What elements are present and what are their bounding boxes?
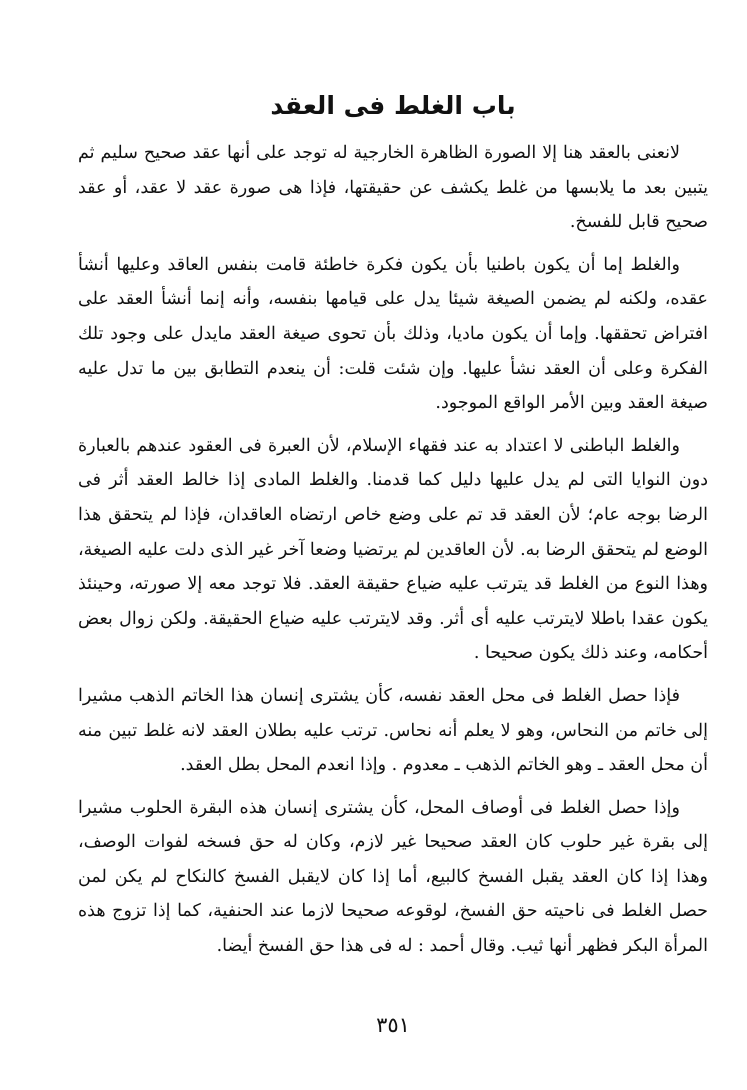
paragraph-5: وإذا حصل الغلط فى أوصاف المحل، كأن يشترى إنسان هذه البقرة الحلوب مشيرا إلى بقرة غير حلوب كان العقد صحيحا غير لازم، وكان له حق فسخه لفوات الوصف، وهذا إذا كان العقد يقبل الفسخ كالبيع، أما إذا كان لايقبل الفسخ كالنكاح لم يكن لمن حصل الغلط فى ناحيته حق الفسخ، لوقوعه صحيحا لازما عند الحنفية، كما إذا تزوج هذه المرأة البكر فظهر أنها ثيب. وقال أحمد : له فى هذا حق الفسخ أيضا. [78,797,708,957]
paragraph-3: والغلط الباطنى لا اعتداد به عند فقهاء الإسلام، لأن العبرة فى العقود عندهم بالعبارة دون النوايا التى لم يدل عليها دليل كما قدمنا. والغلط المادى إذا خالط العقد أثر فى الرضا بوجه عام؛ لأن العقد قد تم على وضع خاص ارتضاه العاقدان، فإذا لم يتحقق هذا الوضع لم يتحقق الرضا به. لأن العاقدين لم يرتضيا وضعا آخر غير الذى دلت عليه الصيغة، وهذا النوع من الغلط قد يترتب عليه ضياع حقيقة العقد. فلا توجد معه إلا صورته، وحينئذ يكون عقدا باطلا لايترتب عليه أى أثر. وقد لايترتب عليه ضياع الحقيقة. ولكن زوال بعض أحكامه، وعند ذلك يكون صحيحا . [78,435,708,664]
chapter-title: باب الغلط فى العقد [270,91,516,120]
document-page [78,88,708,1068]
paragraph-1: لانعنى بالعقد هنا إلا الصورة الظاهرة الخارجية له توجد على أنها عقد صحيح سليم ثم يتبين بعد ما يلابسها من غلط يكشف عن حقيقتها، فإذا هى صورة عقد لا عقد، أو عقد صحيح قابل للفسخ. [78,143,708,233]
page-number: ٣٥١ [376,1013,410,1037]
paragraph-2: والغلط إما أن يكون باطنيا بأن يكون فكرة خاطئة قامت بنفس العاقد وعليها أنشأ عقده، ولكنه لم يضمن الصيغة شيئا يدل على قيامها بنفسه، وأنه إنما أنشأ العقد على افتراض تحققها. وإما أن يكون ماديا، وذلك بأن تحوى صيغة العقد مايدل على وجود تلك الفكرة وعلى أن العقد نشأ عليها. وإن شئت قلت: أن ينعدم التطابق بين ما تدل عليه صيغة العقد وبين الأمر الواقع الموجود. [78,254,708,414]
paragraph-4: فإذا حصل الغلط فى محل العقد نفسه، كأن يشترى إنسان هذا الخاتم الذهب مشيرا إلى خاتم من النحاس، وهو لا يعلم أنه نحاس. ترتب عليه بطلان العقد لانه غلط تبين منه أن محل العقد ـ وهو الخاتم الذهب ـ معدوم . وإذا انعدم المحل بطل العقد. [78,685,708,776]
